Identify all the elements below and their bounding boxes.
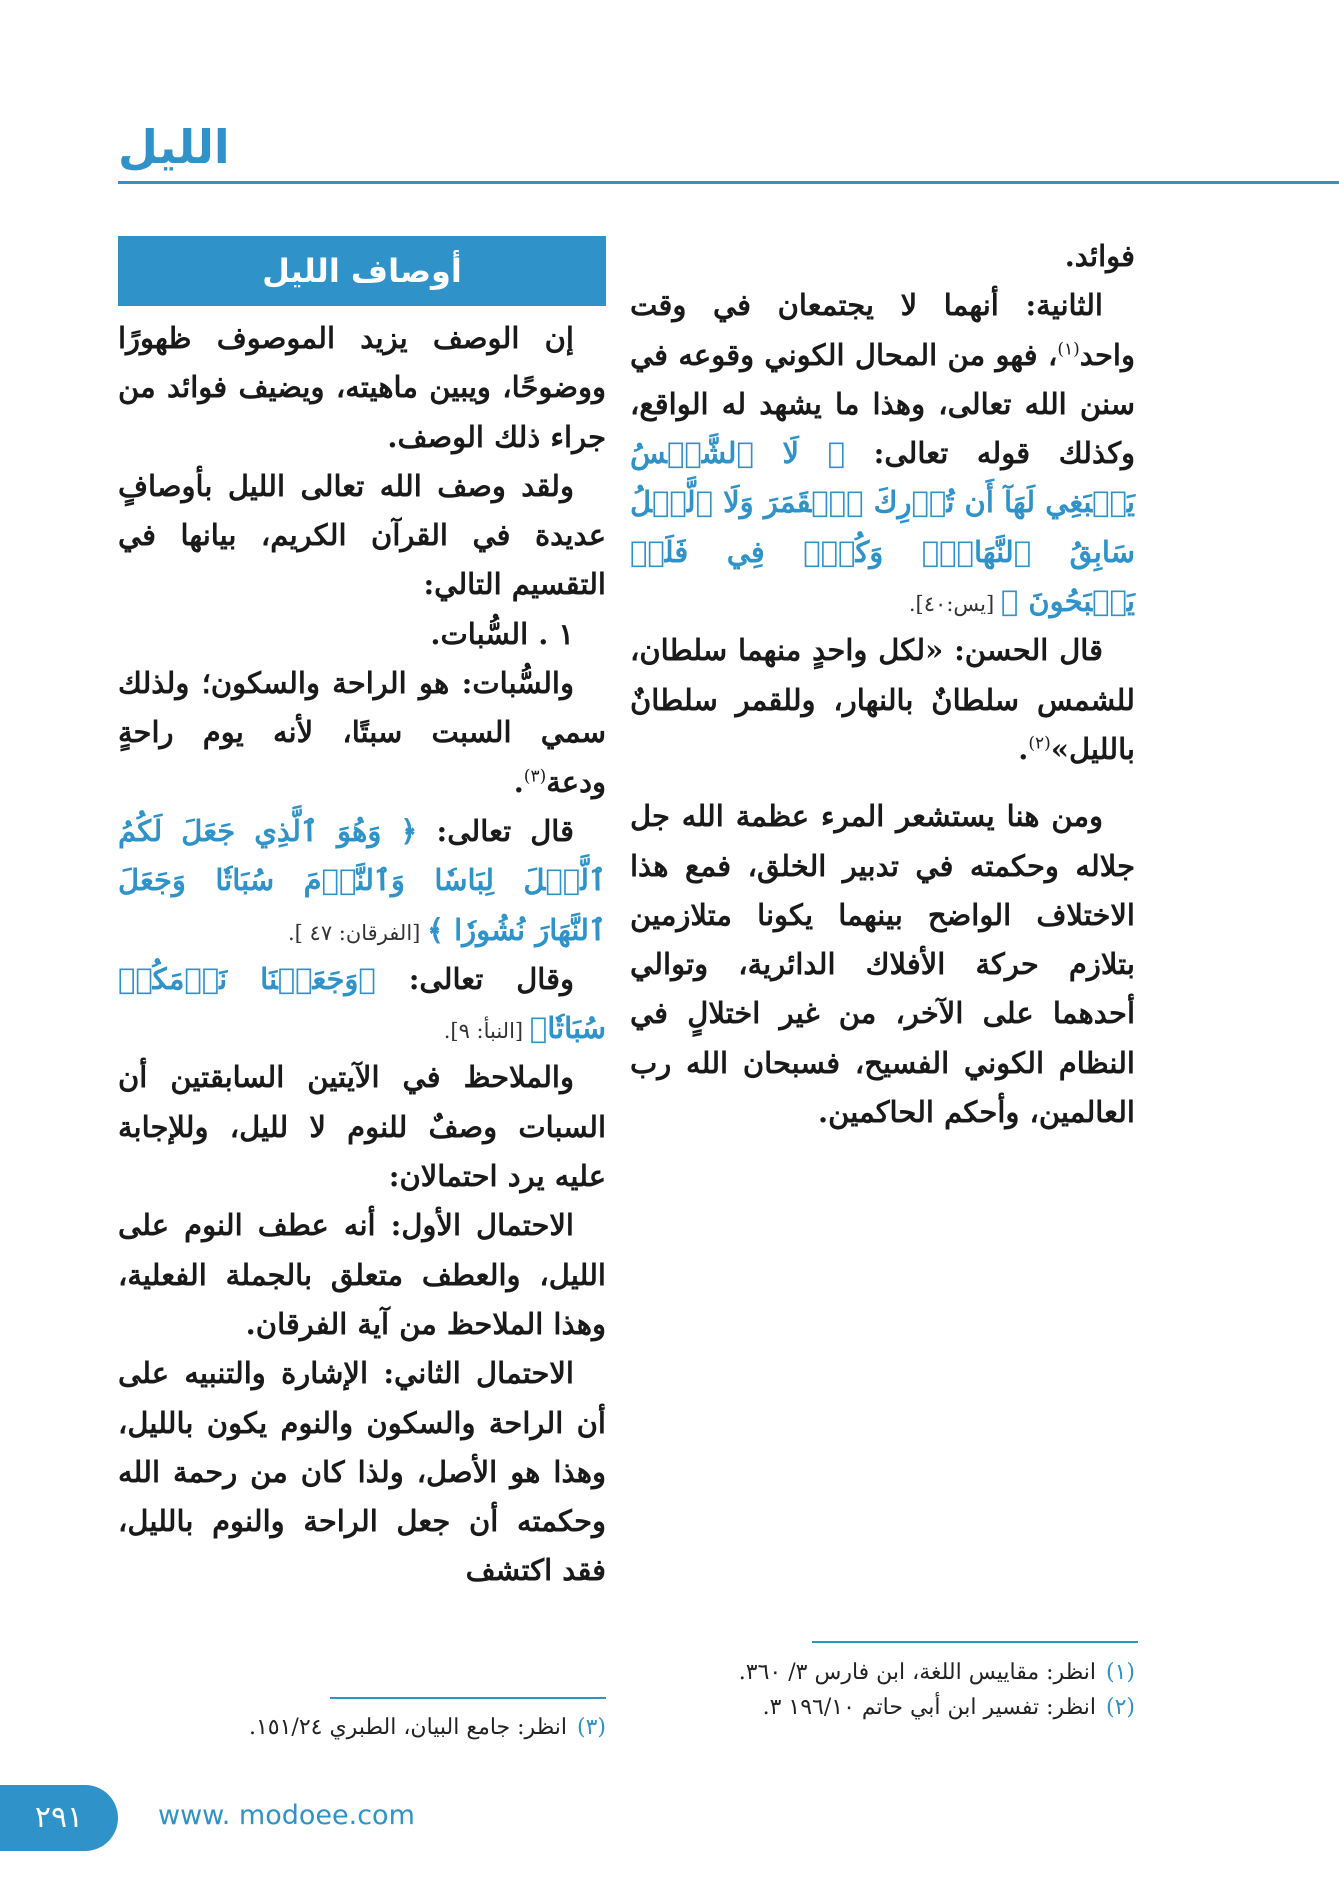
- paragraph: [118, 807, 606, 955]
- verse-reference: [النبأ: ٩].: [443, 1019, 530, 1044]
- verse-reference: [يس:٤٠].: [908, 592, 1001, 617]
- text: ، فهو من المحال الكوني وقوعه في سنن الله تعالى، وهذا ما يشهد له الواقع، وكذلك قوله تعالى:: [630, 337, 1136, 471]
- quran-verse: ﴿ وَهُوَ ٱلَّذِي جَعَلَ لَكُمُ ٱلَّيۡلَ لِبَاسٗا وَٱلنَّوۡمَ سُبَاتٗا وَجَعَلَ ٱلنَّهَارَ نُشُورٗا ﴾: [118, 813, 606, 947]
- paragraph: [630, 626, 1135, 774]
- paragraph: [118, 955, 606, 1054]
- footnote-divider: [330, 1697, 606, 1699]
- verse-reference: [الفرقان: ٤٧ ].: [288, 920, 428, 945]
- paragraph: [118, 659, 606, 807]
- footnote-divider: [812, 1641, 1138, 1643]
- text: .: [1018, 731, 1029, 766]
- footnote-ref[interactable]: (٣): [523, 766, 547, 787]
- text: وقال تعالى:: [375, 961, 575, 996]
- text: الإشارة والتنبيه على أن الراحة والسكون والنوم يكون بالليل، وهذا هو الأصل، ولذا كان من رحمة الله وحكمته أن جعل الراحة والنوم بالليل، فقد اكتشف: [118, 1356, 606, 1588]
- paragraph: [118, 1349, 606, 1595]
- text: أنهما لا يجتمعان في وقت واحد: [630, 288, 1135, 372]
- right-column: [630, 232, 1135, 1137]
- label: الاحتمال الثاني:: [383, 1356, 574, 1391]
- footnote-number: (١): [1105, 1660, 1135, 1685]
- footnote: [630, 1690, 1135, 1725]
- paragraph: إن الوصف يزيد الموصوف ظهورًا ووضوحًا، ويبين ماهيته، ويضيف فوائد من جراء ذلك الوصف.: [118, 321, 606, 454]
- footnotes-right: [630, 1655, 1135, 1725]
- text: قال تعالى:: [417, 813, 575, 848]
- label: الاحتمال الأول:: [390, 1208, 574, 1243]
- footnote: [118, 1710, 606, 1745]
- footnotes-left: [118, 1710, 606, 1745]
- quran-verse: ﴿ لَا ٱلشَّمۡسُ يَنۢبَغِي لَهَآ أَن تُدۡرِكَ ٱلۡقَمَرَ وَلَا ٱلَّيۡلُ سَابِقُ ٱلنَّهَارِۚ وَكُلّٞ فِي فَلَكٖ يَسۡبَحُونَ ﴾: [630, 436, 1135, 619]
- left-column: [118, 314, 606, 1596]
- text: .: [513, 764, 524, 799]
- text: قال الحسن: «لكل واحدٍ منهما سلطان، للشمس سلطانٌ بالنهار، وللقمر سلطانٌ بالليل»: [630, 633, 1135, 766]
- label: الثانية:: [1025, 288, 1103, 323]
- text: أنه عطف النوم على الليل، والعطف متعلق بالجملة الفعلية، وهذا الملاحظ من آية الفرقان.: [118, 1208, 606, 1341]
- paragraph: [118, 1201, 606, 1349]
- list-item: ١ . السُّبات.: [430, 616, 574, 651]
- section-header: أوصاف الليل: [118, 236, 606, 306]
- quran-verse: ﴿وَجَعَلۡنَا نَوۡمَكُمۡ سُبَاتٗا﴾: [118, 961, 606, 1046]
- text: والسُّبات: هو الراحة والسكون؛ ولذلك سمي السبت سبتًا، لأنه يوم راحةٍ ودعة: [118, 666, 606, 799]
- paragraph: فوائد.: [1064, 239, 1135, 273]
- footnote: [630, 1655, 1135, 1690]
- page-number: ٢٩١: [0, 1785, 118, 1851]
- footnote-ref[interactable]: (٢): [1028, 733, 1051, 754]
- footnote-ref[interactable]: (١): [1057, 338, 1080, 359]
- paragraph: والملاحظ في الآيتين السابقتين أن السبات وصفٌ للنوم لا لليل، وللإجابة عليه يرد احتمالان:: [118, 1060, 606, 1194]
- site-url-link[interactable]: www. modoee.com: [158, 1800, 415, 1831]
- paragraph: ولقد وصف الله تعالى الليل بأوصافٍ عديدة في القرآن الكريم، بيانها في التقسيم التالي:: [118, 468, 606, 602]
- footnote-text: انظر: مقاييس اللغة، ابن فارس ٣/ ٣٦٠.: [738, 1660, 1096, 1685]
- paragraph: ومن هنا يستشعر المرء عظمة الله جل جلاله وحكمته في تدبير الخلق، فمع هذا الاختلاف الواضح بينهما يكونا متلازمين بتلازم حركة الأفلاك الدائرية، وتوالي أحدهما على الآخر، من غير اختلالٍ في النظام الكوني الفسيح، فسبحان الله رب العالمين، وأحكم الحاكمين.: [630, 799, 1135, 1130]
- footnote-text: انظر: جامع البيان، الطبري ١٥١/٢٤.: [248, 1715, 567, 1740]
- title-rule: [118, 181, 1339, 184]
- paragraph: [630, 281, 1135, 626]
- footnote-number: (٣): [576, 1715, 606, 1740]
- page-title: الليل: [118, 120, 230, 174]
- footnote-text: انظر: تفسير ابن أبي حاتم ١٩٦/١٠ ٣.: [762, 1695, 1096, 1721]
- footnote-number: (٢): [1105, 1695, 1135, 1721]
